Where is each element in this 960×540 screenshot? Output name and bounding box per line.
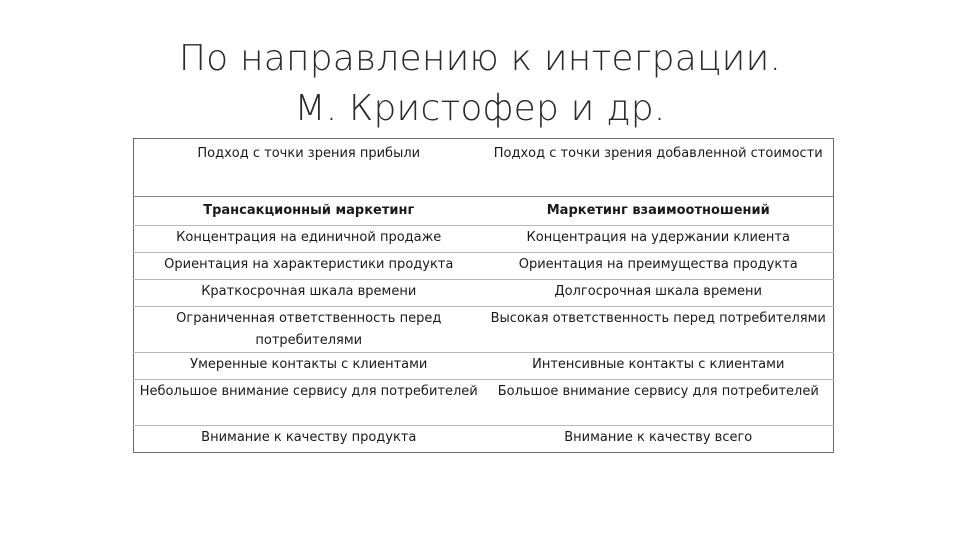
table-row [134, 253, 834, 280]
table-header-row [134, 139, 834, 197]
table-cell: Ориентация на преимущества продукта [484, 253, 834, 280]
title-line-2: М. Кристофер и др. [294, 88, 666, 129]
title-line-1: По направлению к интеграции. [178, 38, 782, 79]
table-cell: Большое внимание сервису для потребителей [484, 380, 834, 426]
table-row [134, 197, 834, 226]
table-cell: Интенсивные контакты с клиентами [484, 353, 834, 380]
comparison-table [133, 138, 834, 453]
table-cell: Умеренные контакты с клиентами [134, 353, 484, 380]
page-title [100, 34, 860, 134]
table-cell: Концентрация на удержании клиента [484, 226, 834, 253]
table-cell: Концентрация на единичной продаже [134, 226, 484, 253]
table-row [134, 380, 834, 426]
column-header-value-added: Подход с точки зрения добавленной стоимости [484, 139, 834, 197]
table-row [134, 353, 834, 380]
table-cell: Трансакционный маркетинг [134, 197, 484, 226]
table-cell: Ограниченная ответственность перед потребителями [134, 307, 484, 353]
table-row [134, 226, 834, 253]
column-header-profit: Подход с точки зрения прибыли [134, 139, 484, 197]
table-cell: Ориентация на характеристики продукта [134, 253, 484, 280]
table-cell: Небольшое внимание сервису для потребителей [134, 380, 484, 426]
table-cell: Краткосрочная шкала времени [134, 280, 484, 307]
table-row [134, 307, 834, 353]
table-cell: Внимание к качеству всего [564, 430, 753, 445]
table-cell: Внимание к качеству продукта [201, 430, 417, 445]
table-row [134, 426, 834, 453]
table-cell: Маркетинг взаимоотношений [484, 197, 834, 226]
table-cell: Высокая ответственность перед потребителями [484, 307, 834, 353]
table-cell: Долгосрочная шкала времени [484, 280, 834, 307]
table-row [134, 280, 834, 307]
